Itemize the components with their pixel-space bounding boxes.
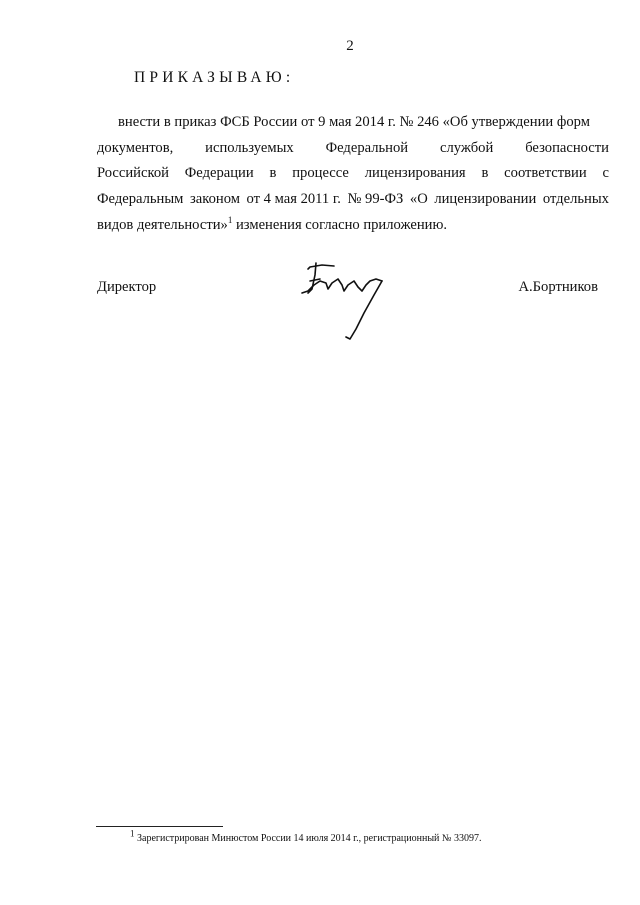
word: лицензирования: [364, 165, 466, 182]
word: в: [481, 165, 489, 182]
word: в: [269, 165, 277, 182]
paragraph-line-5: [97, 214, 609, 240]
word: используемых: [205, 139, 294, 156]
footnote-marker: 1: [130, 828, 135, 839]
page-number: 2: [346, 38, 354, 54]
word: лицензировании: [434, 191, 537, 208]
word: службой: [440, 139, 494, 156]
footnote: [130, 828, 482, 844]
paragraph-line-2: [97, 137, 609, 163]
paragraph-line-1: внести в приказ ФСБ России от 9 мая 2014 г. № 246 «Об утверждении форм: [118, 114, 590, 130]
word: процессе: [292, 165, 349, 182]
signatory-name: А.Бортников: [518, 279, 598, 295]
footnote-text: Зарегистрирован Минюстом России 14 июля 2014 г., регистрационный № 33097.: [134, 833, 482, 844]
word: с: [602, 165, 609, 182]
word: Федеральным: [97, 191, 184, 208]
word: № 99-ФЗ: [347, 191, 404, 208]
word: «О: [409, 191, 428, 208]
order-paragraph: [97, 111, 609, 239]
word: Российской: [97, 165, 169, 182]
word: от 4 мая 2011 г.: [246, 191, 341, 208]
handwritten-signature: [298, 255, 390, 345]
line-5-text-end: изменения согласно приложению.: [232, 216, 447, 233]
order-heading: ПРИКАЗЫВАЮ:: [134, 69, 295, 86]
paragraph-line-3: [97, 162, 609, 188]
word: соответствии: [504, 165, 587, 182]
word: Федерации: [184, 165, 254, 182]
word: документов,: [97, 139, 174, 156]
word: законом: [190, 191, 240, 208]
footnote-separator: [96, 826, 223, 827]
paragraph-line-4: [97, 188, 609, 214]
line-5-text: видов деятельности»: [97, 216, 228, 233]
footnote-reference: 1: [227, 214, 233, 225]
word: безопасности: [525, 139, 609, 156]
signatory-title: Директор: [97, 279, 157, 295]
word: Федеральной: [325, 139, 409, 156]
word: отдельных: [542, 191, 609, 208]
